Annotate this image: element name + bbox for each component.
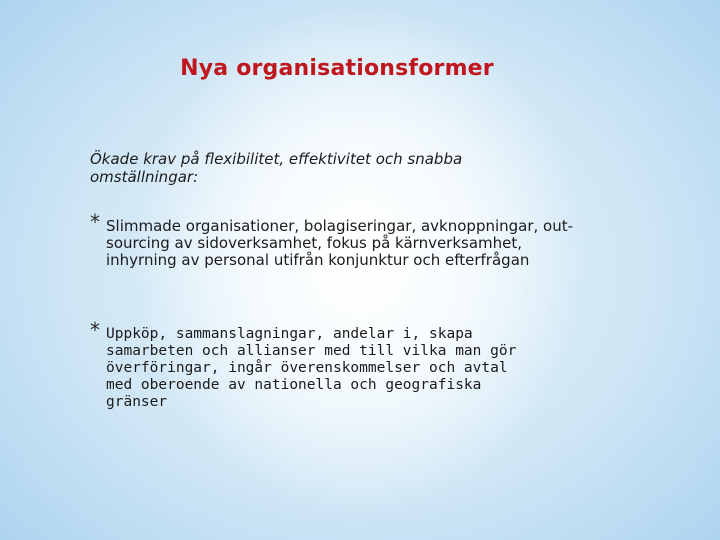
- bullet-star-icon: *: [90, 318, 100, 342]
- bullet-item: [90, 212, 590, 302]
- intro-text: Ökade krav på flexibilitet, effektivitet och snabba omställningar:: [90, 150, 463, 186]
- bullet-star-icon: *: [90, 210, 100, 234]
- bullet-item: [90, 320, 590, 430]
- bullet-text: Uppköp, sammanslagningar, andelar i, skapa samarbeten och allianser med till vilka man gör överföringar, ingår överenskommelser och avtal med oberoende av nationella och geografiska gränser: [106, 326, 517, 410]
- bullet-text: Slimmade organisationer, bolagiseringar, avknoppningar, out-sourcing av sidoverksamhet, fokus på kärnverksamhet, inhyrning av personal utifrån konjunktur och efterfrågan: [106, 217, 574, 269]
- slide-title: Nya organisationsformer: [180, 56, 494, 81]
